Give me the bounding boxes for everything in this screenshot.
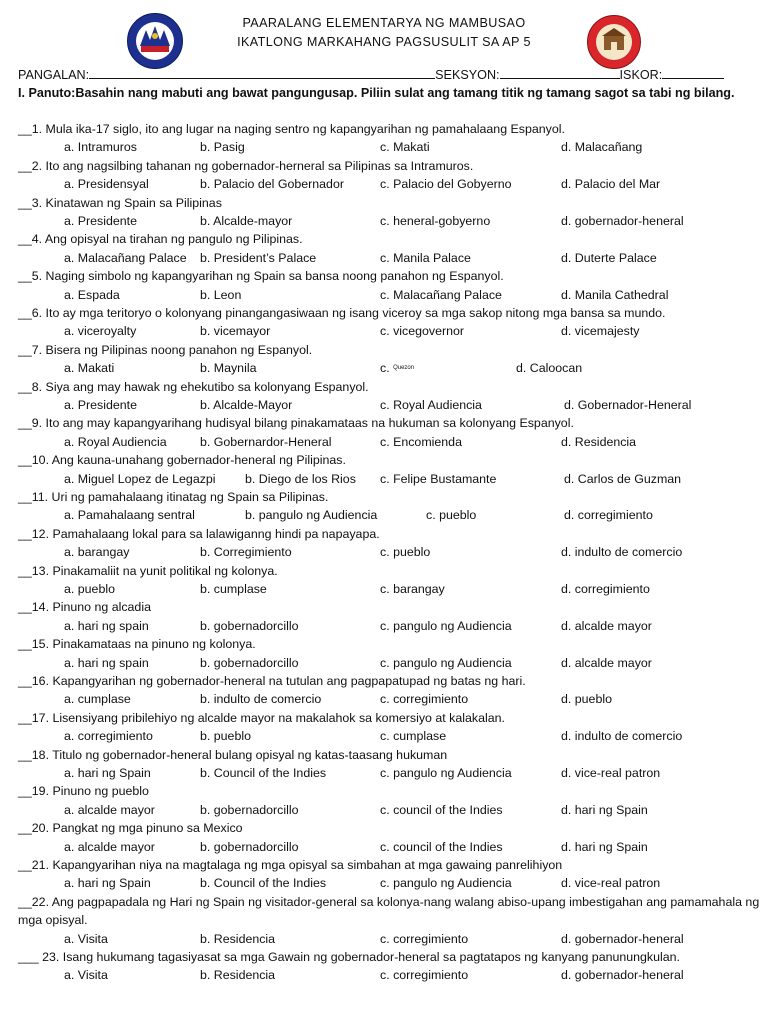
choice-a: a. Presidente [64,397,138,412]
choice-a: a. Intramuros [64,140,137,155]
choice-a: a. Pamahalaang sentral [64,508,195,523]
question-stem: __22. Ang pagpapadala ng Hari ng Spain ng visitador-general sa kolonya-nang walang abiso-upang imbestigahan ang pamamahala ng mga opisyal. [18,894,760,928]
choice-d: d. alcalde mayor [561,655,652,670]
question-item [18,414,760,451]
choice-b: b. Palacio del Gobernador [200,177,344,192]
choice-a: a. alcalde mayor [64,839,155,854]
choices-row [18,690,760,708]
question-stem: ___ 23. Isang hukumang tagasiyasat sa mga Gawain ng gobernador-heneral sa pagtatapos ng kanyang panunungkulan. [18,949,680,964]
question-stem: __13. Pinakamaliit na yunit politikal ng kolonya. [18,563,278,578]
choices-row [18,322,760,340]
choice-b: b. gobernadorcillo [200,839,299,854]
choice-c: c. pueblo [426,508,477,523]
choices-row [18,175,760,193]
choice-c: c. pangulo ng Audiencia [380,876,512,891]
question-stem: __5. Naging simbolo ng kapangyarihan ng Spain sa bansa noong panahon ng Espanyol. [18,269,504,284]
choice-a: a. barangay [64,545,130,560]
choice-c: c. corregimiento [380,968,469,983]
choice-a: a. hari ng Spain [64,876,151,891]
name-field[interactable] [89,66,435,79]
question-item [18,598,760,635]
choice-b: b. President’s Palace [200,250,317,265]
choice-a: a. hari ng spain [64,655,149,670]
question-stem: __11. Uri ng pamahalaang itinatag ng Spain sa Pilipinas. [18,489,329,504]
choice-c: c. pueblo [380,545,431,560]
choices-row [18,433,760,451]
choice-d: d. Manila Cathedral [561,287,669,302]
choice-b: b. Corregimiento [200,545,292,560]
choices-row [18,286,760,304]
choice-c: c. pangulo ng Audiencia [380,655,512,670]
choice-a: a. Espada [64,287,120,302]
choice-a: a. hari ng Spain [64,765,151,780]
question-item [18,672,760,709]
question-stem: __9. Ito ang may kapangyarihang hudisyal bilang pinakamataas na hukuman sa kolonyang Espanyol. [18,416,574,431]
choice-a: a. hari ng spain [64,618,149,633]
choice-b: b. Gobernardor-Heneral [200,434,332,449]
choice-c: c. barangay [380,581,445,596]
question-item [18,893,760,948]
choice-b: b. Council of the Indies [200,876,327,891]
question-stem: __2. Ito ang nagsilbing tahanan ng gobernador-herneral sa Pilipinas sa Intramuros. [18,158,474,173]
name-label: PANGALAN: [18,68,90,82]
question-item [18,525,760,562]
choice-b: b. pueblo [200,729,251,744]
choices-row [18,212,760,230]
choice-a: a. alcalde mayor [64,802,155,817]
choice-a: a. cumplase [64,692,131,707]
choice-d: d. Duterte Palace [561,250,657,265]
choice-d: d. gobernador-heneral [561,931,684,946]
choice-a: a. Visita [64,968,108,983]
choices-row [18,838,760,856]
choice-c: c. Felipe Bustamante [380,471,497,486]
choice-b: b. gobernadorcillo [200,802,299,817]
choice-a: a. Makati [64,361,115,376]
choices-row [18,654,760,672]
choice-a: a. corregimiento [64,729,153,744]
section-label: SEKSYON: [435,68,500,82]
choice-c-letter: c. [380,361,390,376]
student-info-line [18,66,758,82]
choice-a: a. Visita [64,931,108,946]
question-stem: __17. Lisensiyang pribilehiyo ng alcalde mayor na makalahok sa komersiyo at kalakalan. [18,710,505,725]
question-item [18,782,760,819]
choice-d: d. Residencia [561,434,637,449]
choice-d: d. Gobernador-Heneral [564,397,692,412]
question-stem: __16. Kapangyarihan ng gobernador-heneral na tutulan ang pagpapatupad ng batas ng hari. [18,673,526,688]
choices-row [18,617,760,635]
question-item [18,856,760,893]
choice-c: c. heneral-gobyerno [380,214,491,228]
choice-d: d. indulto de comercio [561,729,683,744]
choice-a: a. Presidensyal [64,177,149,192]
choice-b: b. cumplase [200,581,267,596]
choice-a: a. viceroyalty [64,324,137,339]
choice-c: c. cumplase [380,729,447,744]
question-item [18,562,760,599]
question-stem: __18. Titulo ng gobernador-heneral bulang opisyal ng katas-taasang hukuman [18,747,448,762]
choice-c: c. vicegovernor [380,324,465,339]
header [0,0,768,64]
choice-a: a. pueblo [64,581,115,596]
choice-d: d. hari ng Spain [561,802,648,817]
choices-row [18,764,760,782]
choice-b: b. indulto de comercio [200,692,322,707]
choice-b: b. Alcalde-mayor [200,214,293,228]
choice-c: c. Makati [380,140,430,155]
score-label: ISKOR: [619,68,663,82]
choice-b: b. gobernadorcillo [200,618,299,633]
question-item [18,451,760,488]
choice-c: c. corregimiento [380,931,469,946]
choices-row [18,930,760,948]
question-stem: __6. Ito ay mga teritoryo o kolonyang pinangangasiwaan ng isang viceroy sa mga sakop nitong mga bansa sa mundo. [18,305,666,320]
choice-b: b. Leon [200,287,242,302]
choice-c: c. Encomienda [380,434,462,449]
question-stem: __20. Pangkat ng mga pinuno sa Mexico [18,821,243,836]
question-item [18,267,760,304]
choice-c: c. pangulo ng Audiencia [380,618,512,633]
question-item [18,635,760,672]
question-stem: __1. Mula ika-17 siglo, ito ang lugar na naging sentro ng kapangyarihan ng pamahalaang Espanyol. [18,122,565,136]
choice-d: d. gobernador-heneral [561,968,684,983]
choices-row [18,966,760,984]
question-item [18,341,760,378]
choice-d: d. gobernador-heneral [561,214,684,228]
question-item [18,488,760,525]
question-item [18,709,760,746]
choices-row [18,359,760,377]
question-stem: __19. Pinuno ng pueblo [18,784,149,799]
question-item [18,746,760,783]
choices-row [18,470,760,488]
choice-d: d. vice-real patron [561,765,661,780]
choices-row [18,580,760,598]
choice-b: b. vicemayor [200,324,271,339]
choice-b: b. Alcalde-Mayor [200,397,293,412]
choice-d: d. vicemajesty [561,324,640,339]
question-item [18,157,760,194]
choice-d: d. Caloocan [516,361,583,376]
choice-c: c. Manila Palace [380,250,471,265]
question-stem: __12. Pamahalaang lokal para sa lalawiganng hindi pa napayapa. [18,526,380,541]
choice-d: d. indulto de comercio [561,545,683,560]
question-stem: __10. Ang kauna-unahang gobernador-heneral ng Pilipinas. [18,453,346,468]
choice-d: d. corregimiento [561,581,650,596]
choices-row [18,396,760,414]
choice-a: a. Presidente [64,214,138,228]
choices-row [18,543,760,561]
choice-d: d. corregimiento [564,508,653,523]
section-field[interactable] [500,66,620,79]
choices-row [18,506,760,524]
choice-c: c. council of the Indies [380,802,503,817]
choice-c-small-text: Quezon [393,365,415,372]
choice-c: c. council of the Indies [380,839,503,854]
choices-row [18,801,760,819]
choice-d: d. vice-real patron [561,876,661,891]
question-item [18,819,760,856]
choice-d: d. pueblo [561,692,612,707]
choice-d: d. Carlos de Guzman [564,471,682,486]
question-stem: __8. Siya ang may hawak ng ehekutibo sa kolonyang Espanyol. [18,379,369,394]
choice-b: b. Maynila [200,361,257,376]
choice-d: d. hari ng Spain [561,839,648,854]
choice-b: b. Residencia [200,968,276,983]
instructions: I. Panuto:Basahin nang mabuti ang bawat pangungusap. Piliin sulat ang tamang titik ng tamang sagot sa tabi ng bilang. [18,86,735,100]
question-item [18,304,760,341]
choice-d: d. alcalde mayor [561,618,652,633]
question-stem: __21. Kapangyarihan niya na magtalaga ng mga opisyal sa simbahan at mga gawaing panrelihiyon [18,857,563,872]
choice-c: c. pangulo ng Audiencia [380,765,512,780]
choice-b: b. pangulo ng Audiencia [245,508,378,523]
choice-c [380,359,414,377]
choice-a: a. Miguel Lopez de Legazpi [64,471,216,486]
choice-b: b. Residencia [200,931,276,946]
school-seal-logo [586,14,642,70]
choices-row [18,249,760,267]
choice-a: a. Royal Audiencia [64,434,167,449]
question-stem: __14. Pinuno ng alcadia [18,600,151,615]
choice-c: c. Malacañang Palace [380,287,502,302]
question-stem: __15. Pinakamataas na pinuno ng kolonya. [18,637,256,652]
question-item [18,120,760,157]
choice-b: b. Diego de los Rios [245,471,356,486]
question-list [18,120,760,985]
question-stem: __3. Kinatawan ng Spain sa Pilipinas [18,195,222,210]
question-stem: __4. Ang opisyal na tirahan ng pangulo ng Pilipinas. [18,232,303,247]
choice-d: d. Palacio del Mar [561,177,661,192]
question-item [18,194,760,231]
choices-row [18,138,760,156]
exam-title: IKATLONG MARKAHANG PAGSUSULIT SA AP 5 [237,35,531,49]
choice-b: b. Council of the Indies [200,765,327,780]
choices-row [18,874,760,892]
question-item [18,948,760,985]
choice-c: c. Palacio del Gobyerno [380,177,512,192]
school-name: PAARALANG ELEMENTARYA NG MAMBUSAO [242,16,526,30]
score-field[interactable] [662,66,724,79]
choice-d: d. Malacañang [561,140,643,155]
question-item [18,378,760,415]
choices-row [18,727,760,745]
choice-c: c. corregimiento [380,692,469,707]
choice-a: a. Malacañang Palace [64,250,187,265]
choice-c: c. Royal Audiencia [380,397,482,412]
question-item [18,230,760,267]
question-stem: __7. Bisera ng Pilipinas noong panahon ng Espanyol. [18,342,313,357]
choice-b: b. Pasig [200,140,245,155]
choice-b: b. gobernadorcillo [200,655,299,670]
